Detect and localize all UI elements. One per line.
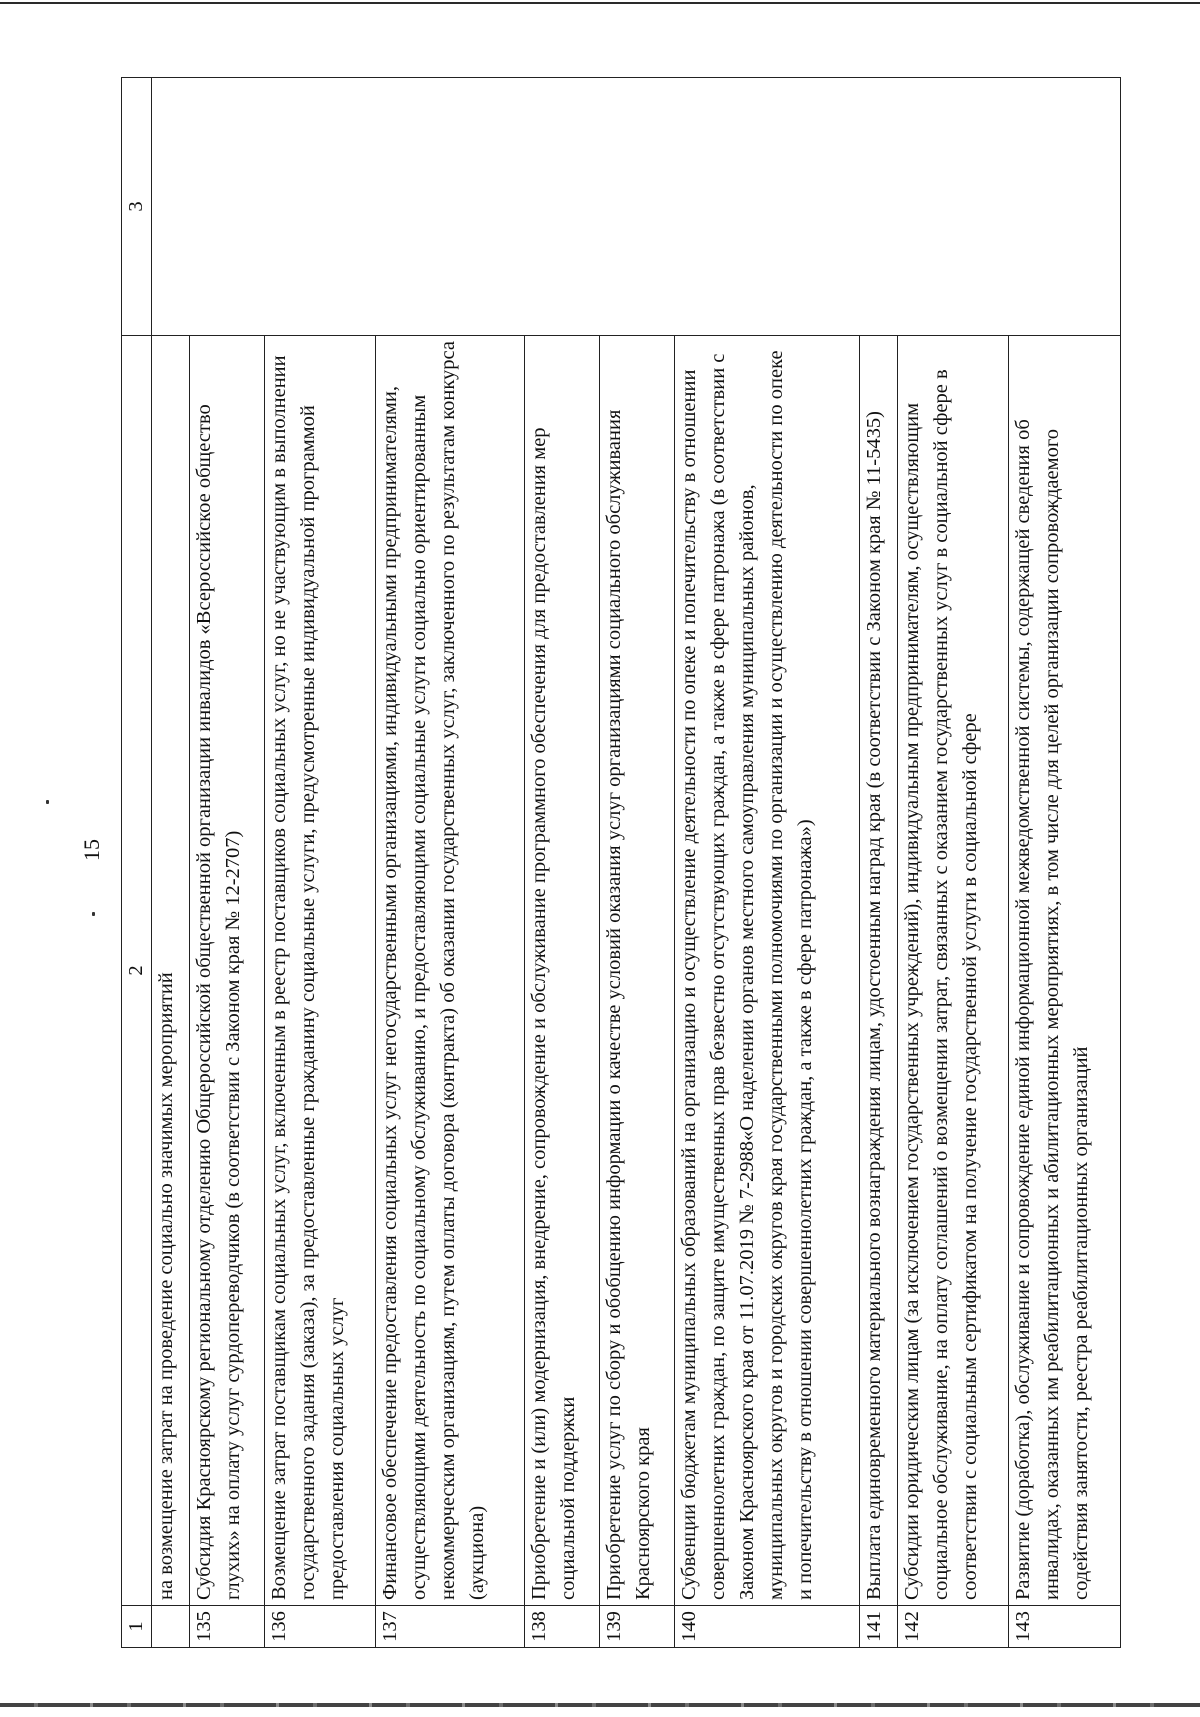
header-col-3: 3 [122,78,152,336]
measures-table [121,77,1121,1648]
row-text: Субсидия Красноярскому региональному отделению Общероссийской общественной организации инвалидов «Всероссийское общество глухих» на оплату услуг сурдопереводчиков (в соответствии с Законом края № 12-2707) [190,336,265,1606]
scan-bottom-edge [0,1703,1200,1707]
row-number: 136 [264,1606,376,1648]
row-text: Субсидии юридическим лицам (за исключением государственных учреждений), индивидуальным предпринимателям, осуществляющим социальное обслуживание, на оплату соглашений о возмещении затрат, связанных с оказанием государственных услуг в социальной сфере в соответствии с социальным сертификатом на получение государственной услуги в социальной сфере [897,336,1009,1606]
header-col-2: 2 [122,336,152,1606]
row-number: 143 [1009,1606,1121,1648]
header-col-1: 1 [122,1606,152,1648]
row-text: Выплата единовременного материального вознаграждения лицам, удостоенным наград края (в соответствии с Законом края № 11-5435) [859,336,897,1606]
row-text: Приобретение и (или) модернизация, внедрение, сопровождение и обслуживание программного обеспечения для предоставления мер социальной поддержки [524,336,599,1606]
row-number: 138 [524,1606,599,1648]
row-number: 142 [897,1606,1009,1648]
row-text: Возмещение затрат поставщикам социальных услуг, включенным в реестр поставщиков социальных услуг, но не участвующим в выполнении государственного задания (заказа), за предоставленные гражданину социальные услуги, предусмотренные индивидуальной программой предоставления социальных услуг [264,336,376,1606]
row-number: 140 [674,1606,859,1648]
table-header-row [122,78,152,1648]
row-text: Финансовое обеспечение предоставления социальных услуг негосударственными организациями, индивидуальными предпринимателями, осуществляющими деятельность по социальному обслуживанию, и предоставляющими социальные услуги социально ориентированным некоммерческим организациям, путем оплаты договора (контракта) об оказании государственных услуг, заключенного по результатам конкурса (аукциона) [376,336,524,1606]
row-number: 139 [599,1606,674,1648]
row-number: 135 [190,1606,265,1648]
scan-speck [46,800,49,804]
scan-speck [92,912,95,916]
column-3-cell [152,78,1121,336]
rotated-table-container [121,78,1121,1648]
table-row [152,78,190,1648]
row-number: 141 [859,1606,897,1648]
page-number: 15 [79,839,104,861]
row-text: Субвенции бюджетам муниципальных образований на организацию и осуществление деятельности по опеке и попечительству в отношении совершеннолетних граждан, по защите имущественных прав безвестно отсутствующих граждан, а также в сфере патронажа (в соответствии с Законом Красноярского края от 11.07.2019 № 7-2988«О наделении органов местного самоуправления муниципальных районов, муниципальных округов и городских округов края государственными полномочиями по организации и осуществлению деятельности по опеке и попечительству в отношении совершеннолетних граждан, а также в сфере патронажа») [674,336,859,1606]
row-text: на возмещение затрат на проведение социально значимых мероприятий [152,336,190,1606]
row-text: Приобретение услуг по сбору и обобщению информации о качестве условий оказания услуг организациями социального обслуживания Красноярского края [599,336,674,1606]
scan-top-edge [0,2,1200,4]
row-text: Развитие (доработка), обслуживание и сопровождение единой информационной межведомственной системы, содержащей сведения об инвалидах, оказанных им реабилитационных и абилитационных мероприятиях, в том числе для целей организации сопровождаемого содействия занятости, реестра реабилитационных организаций [1009,336,1121,1606]
row-number [152,1606,190,1648]
row-number: 137 [376,1606,524,1648]
